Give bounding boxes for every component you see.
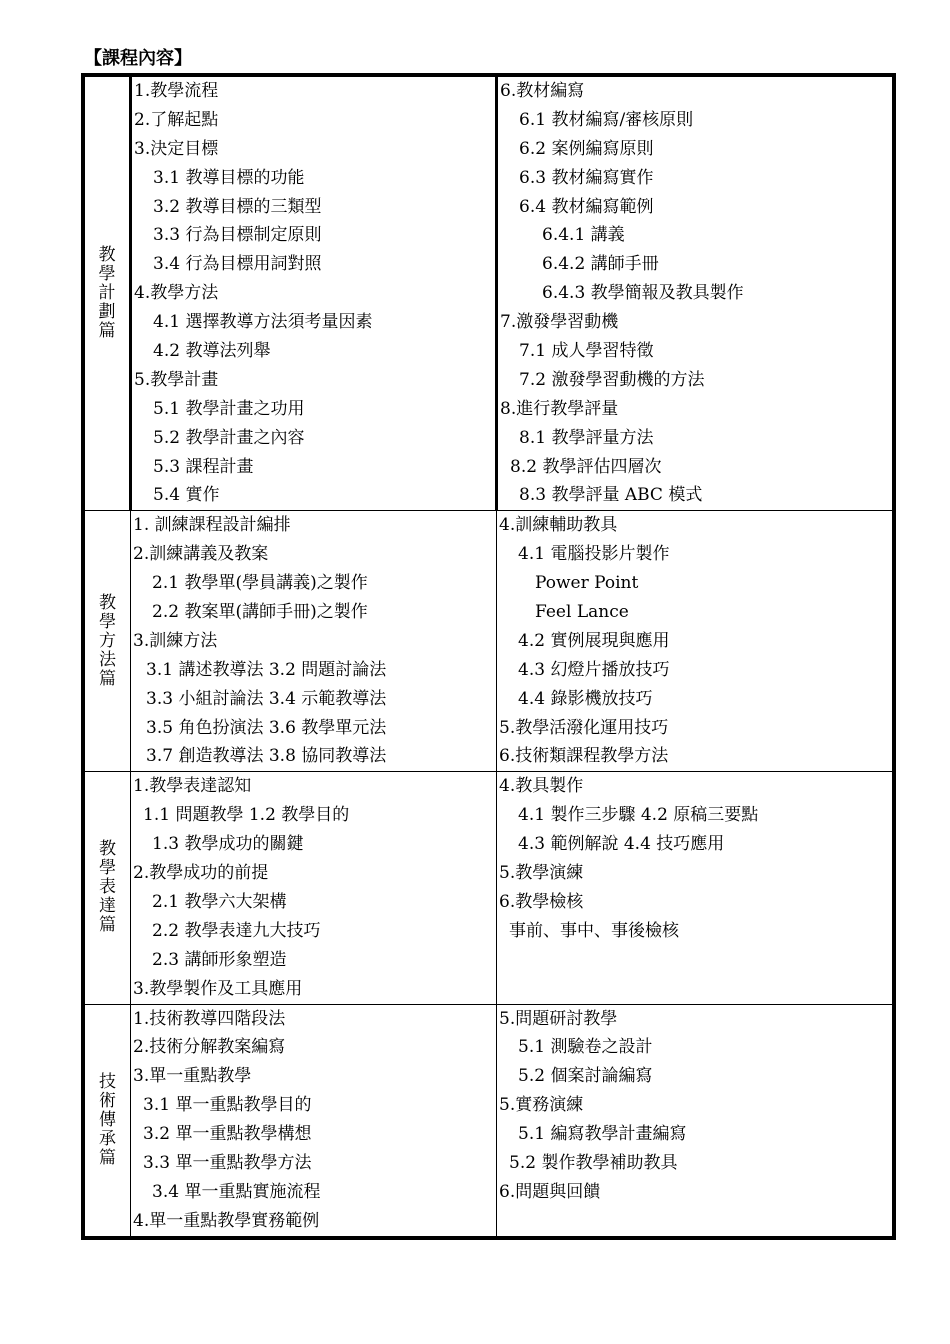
section-right-column [497, 511, 895, 772]
outline-item: 6.4.1 講義 [542, 225, 625, 246]
outline-item: 5.4 實作 [153, 485, 220, 506]
outline-item: 6.技術類課程教學方法 [499, 746, 669, 767]
outline-item: 4.3 範例解說 4.4 技巧應用 [518, 834, 725, 855]
section-left-column [131, 75, 497, 511]
section-label-cell [83, 511, 131, 772]
section-row [83, 75, 894, 511]
outline-item: 7.激發學習動機 [500, 312, 619, 333]
outline-item: 5.實務演練 [499, 1095, 584, 1116]
course-content-table [81, 73, 896, 1240]
outline-item: 2.1 教學六大架構 [152, 891, 287, 912]
outline-item: 5.1 教學計畫之功用 [153, 398, 305, 419]
outline-item: Feel Lance [535, 602, 629, 623]
outline-item: 5.問題研討教學 [499, 1008, 618, 1029]
outline-item: 4.單一重點教學實務範例 [133, 1210, 320, 1231]
outline-item: 3.1 講述教導法 3.2 問題討論法 [146, 659, 387, 680]
section-right-column [497, 75, 895, 511]
outline-item: 3.5 角色扮演法 3.6 教學單元法 [146, 717, 387, 738]
section-label: 教學表達篇 [99, 839, 116, 936]
outline-item: 4.2 教導法列舉 [153, 341, 271, 362]
outline-item: 3.決定目標 [134, 138, 219, 159]
section-left-column [131, 511, 497, 772]
outline-item: 3.訓練方法 [133, 630, 218, 651]
outline-item: 5.教學演練 [499, 863, 584, 884]
outline-item: 1.教學表達認知 [133, 776, 252, 797]
outline-item: 8.3 教學評量 ABC 模式 [519, 485, 703, 506]
outline-item: 事前、事中、事後檢核 [509, 920, 679, 941]
outline-item: 3.1 教導目標的功能 [153, 167, 305, 188]
outline-item: 2.了解起點 [134, 109, 219, 130]
outline-item: 5.2 教學計畫之內容 [153, 427, 305, 448]
section-label-cell [83, 75, 131, 511]
outline-item: 5.2 製作教學補助教具 [509, 1152, 678, 1173]
outline-item: 6.4.3 教學簡報及教具製作 [542, 283, 744, 304]
outline-item: 6.教材編寫 [500, 81, 585, 101]
outline-item: 1.1 問題教學 1.2 教學目的 [143, 805, 350, 826]
page-heading: 【課程內容】 [84, 48, 192, 69]
outline-item: 3.4 單一重點實施流程 [152, 1181, 321, 1202]
outline-item: 5.3 課程計畫 [153, 456, 254, 477]
outline-item: 3.2 單一重點教學構想 [143, 1124, 312, 1145]
outline-item: 1.3 教學成功的關鍵 [152, 834, 304, 855]
section-label: 教學計劃篇 [98, 245, 116, 342]
outline-item: 4.1 製作三步驟 4.2 原稿三要點 [518, 805, 759, 826]
outline-item: 3.3 行為目標制定原則 [153, 225, 322, 246]
outline-item: 3.3 小組討論法 3.4 示範教導法 [146, 688, 387, 709]
outline-item: 4.教具製作 [499, 776, 584, 797]
outline-item: 4.教學方法 [134, 283, 219, 304]
outline-item: 5.2 個案討論編寫 [518, 1066, 653, 1087]
outline-item: 4.2 實例展現與應用 [518, 630, 670, 651]
section-row [83, 511, 894, 772]
outline-item: 6.4.2 講師手冊 [542, 254, 659, 275]
outline-item: 5.教學計畫 [134, 369, 219, 390]
section-left-column [131, 772, 497, 1004]
outline-item: 1. 訓練課程設計編排 [133, 515, 291, 536]
outline-item: 3.單一重點教學 [133, 1066, 252, 1087]
outline-item: 3.教學製作及工具應用 [133, 978, 303, 999]
outline-item: 6.問題與回饋 [499, 1181, 601, 1202]
outline-item: Power Point [535, 573, 639, 594]
outline-item: 7.2 激發學習動機的方法 [519, 369, 705, 390]
outline-item: 6.1 教材編寫/審核原則 [519, 109, 694, 130]
outline-item: 8.2 教學評估四層次 [510, 456, 662, 477]
outline-item: 3.4 行為目標用詞對照 [153, 254, 322, 275]
outline-item: 2.3 講師形象塑造 [152, 949, 287, 970]
outline-item: 8.進行教學評量 [500, 398, 619, 419]
outline-item: 2.教學成功的前提 [133, 863, 269, 884]
outline-item: 2.技術分解教案編寫 [133, 1037, 286, 1058]
outline-item: 3.3 單一重點教學方法 [143, 1152, 312, 1173]
outline-item: 8.1 教學評量方法 [519, 427, 654, 448]
outline-item: 4.1 選擇教導方法須考量因素 [153, 312, 373, 333]
outline-item: 1.技術教導四階段法 [133, 1008, 286, 1029]
section-row [83, 772, 894, 1004]
section-label-cell [83, 772, 131, 1004]
section-label: 教學方法篇 [99, 592, 116, 689]
section-left-column [131, 1004, 497, 1238]
outline-item: 5.教學活潑化運用技巧 [499, 717, 669, 738]
outline-item: 6.3 教材編寫實作 [519, 167, 654, 188]
outline-item: 7.1 成人學習特徵 [519, 341, 654, 362]
outline-item: 6.2 案例編寫原則 [519, 138, 654, 159]
outline-item: 2.1 教學單(學員講義)之製作 [152, 573, 368, 594]
section-row [83, 1004, 894, 1238]
outline-item: 4.3 幻燈片播放技巧 [518, 659, 670, 680]
outline-item: 4.1 電腦投影片製作 [518, 544, 670, 565]
outline-item: 3.7 創造教導法 3.8 協同教導法 [146, 746, 387, 767]
outline-item: 2.2 教案單(講師手冊)之製作 [152, 602, 368, 623]
outline-item: 6.4 教材編寫範例 [519, 196, 654, 217]
outline-item: 2.訓練講義及教案 [133, 544, 269, 565]
outline-item: 6.教學檢核 [499, 891, 584, 912]
section-label: 技術傳承篇 [99, 1071, 116, 1168]
outline-item: 5.1 編寫教學計畫編寫 [518, 1124, 687, 1145]
outline-item: 5.1 測驗卷之設計 [518, 1037, 653, 1058]
outline-item: 4.訓練輔助教具 [499, 515, 618, 536]
outline-item: 3.2 教導目標的三類型 [153, 196, 322, 217]
outline-item: 3.1 單一重點教學目的 [143, 1095, 312, 1116]
outline-item: 1.教學流程 [134, 81, 219, 101]
outline-item: 2.2 教學表達九大技巧 [152, 920, 321, 941]
section-right-column [497, 772, 895, 1004]
outline-item: 4.4 錄影機放技巧 [518, 688, 653, 709]
section-label-cell [83, 1004, 131, 1238]
section-right-column [497, 1004, 895, 1238]
